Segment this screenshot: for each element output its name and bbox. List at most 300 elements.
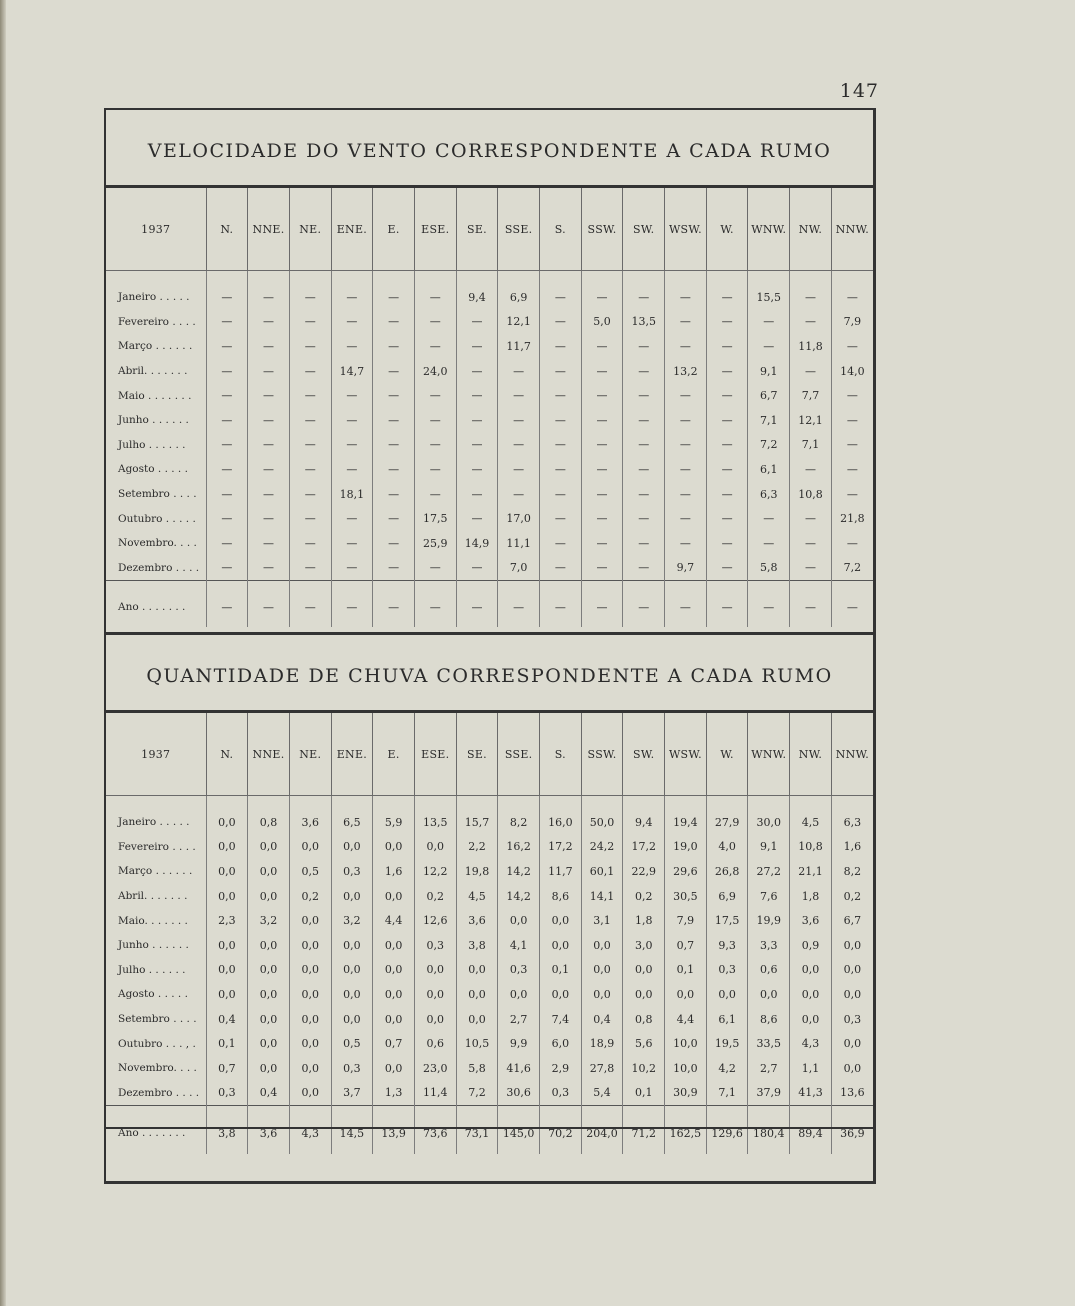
direction-header: E. xyxy=(373,713,415,796)
data-cell: — xyxy=(289,408,331,433)
table-row xyxy=(106,383,873,408)
data-cell: — xyxy=(248,482,290,507)
annual-cell: 36,9 xyxy=(831,1106,873,1155)
data-cell: 0,0 xyxy=(248,859,290,884)
direction-header: NNW. xyxy=(831,188,873,271)
data-cell: 2,7 xyxy=(748,1056,790,1081)
data-cell: — xyxy=(248,531,290,556)
data-cell: — xyxy=(331,457,373,482)
data-cell: 8,6 xyxy=(748,1007,790,1032)
bottom-rule xyxy=(106,1127,873,1129)
direction-header: NNE. xyxy=(248,188,290,271)
data-cell: 0,3 xyxy=(831,1007,873,1032)
table-row xyxy=(106,457,873,482)
direction-header: SSW. xyxy=(581,188,623,271)
data-cell: — xyxy=(414,556,456,581)
data-cell: 7,2 xyxy=(456,1081,498,1106)
data-cell: 0,8 xyxy=(623,1007,665,1032)
data-cell: 0,0 xyxy=(373,884,415,909)
data-cell: — xyxy=(456,457,498,482)
data-cell: — xyxy=(373,359,415,384)
data-cell: 0,0 xyxy=(456,1007,498,1032)
data-cell: 0,7 xyxy=(665,933,707,958)
data-cell: — xyxy=(331,408,373,433)
annual-cell: — xyxy=(665,581,707,628)
data-cell: 0,0 xyxy=(206,958,248,983)
data-cell: — xyxy=(665,383,707,408)
direction-header: E. xyxy=(373,188,415,271)
data-cell: — xyxy=(248,310,290,335)
table-row xyxy=(106,531,873,556)
month-label: Novembro. . . . xyxy=(118,537,197,550)
month-label: Setembro . . . . xyxy=(118,1013,197,1026)
data-cell: — xyxy=(581,531,623,556)
data-cell: 0,7 xyxy=(206,1056,248,1081)
annual-cell: 14,5 xyxy=(331,1106,373,1155)
data-cell: 0,0 xyxy=(790,958,832,983)
direction-header: W. xyxy=(706,713,748,796)
data-cell: 4,4 xyxy=(373,908,415,933)
data-cell: — xyxy=(540,506,582,531)
data-cell: — xyxy=(748,506,790,531)
direction-header: NW. xyxy=(790,713,832,796)
data-cell: 17,2 xyxy=(540,835,582,860)
data-cell: 6,3 xyxy=(748,482,790,507)
data-cell: 0,2 xyxy=(831,884,873,909)
data-cell: — xyxy=(790,359,832,384)
annual-cell: — xyxy=(623,581,665,628)
data-cell: 0,0 xyxy=(248,835,290,860)
data-cell: — xyxy=(373,482,415,507)
data-cell: 24,0 xyxy=(414,359,456,384)
direction-header: NNW. xyxy=(831,713,873,796)
data-cell: — xyxy=(831,482,873,507)
data-cell: 0,1 xyxy=(540,958,582,983)
data-cell: 0,4 xyxy=(581,1007,623,1032)
data-cell: 1,8 xyxy=(790,884,832,909)
data-cell: — xyxy=(581,482,623,507)
data-cell: — xyxy=(373,506,415,531)
data-cell: 0,5 xyxy=(289,859,331,884)
table-row xyxy=(106,908,873,933)
data-cell: 0,0 xyxy=(581,933,623,958)
table-row xyxy=(106,958,873,983)
annual-cell: — xyxy=(289,581,331,628)
wind-body xyxy=(106,271,873,628)
data-cell: 27,2 xyxy=(748,859,790,884)
direction-header: SW. xyxy=(623,188,665,271)
data-cell: — xyxy=(456,556,498,581)
data-cell: — xyxy=(581,334,623,359)
annual-cell: 204,0 xyxy=(581,1106,623,1155)
data-cell: — xyxy=(665,271,707,310)
data-cell: 14,9 xyxy=(456,531,498,556)
annual-cell: — xyxy=(498,581,540,628)
data-cell: — xyxy=(248,383,290,408)
data-cell: 0,2 xyxy=(289,884,331,909)
data-cell: 0,0 xyxy=(289,982,331,1007)
data-cell: — xyxy=(331,334,373,359)
data-cell: 22,9 xyxy=(623,859,665,884)
data-cell: — xyxy=(706,531,748,556)
month-label: Agosto . . . . . xyxy=(118,463,188,476)
data-cell: — xyxy=(331,433,373,458)
data-cell: — xyxy=(373,457,415,482)
data-cell: — xyxy=(790,457,832,482)
data-cell: — xyxy=(206,556,248,581)
annual-cell: — xyxy=(706,581,748,628)
month-label: Abril. . . . . . . xyxy=(118,890,188,903)
data-cell: — xyxy=(831,433,873,458)
data-cell: — xyxy=(706,359,748,384)
data-cell: — xyxy=(331,556,373,581)
data-cell: — xyxy=(456,408,498,433)
direction-header: SSW. xyxy=(581,713,623,796)
data-cell: — xyxy=(623,271,665,310)
table-row xyxy=(106,1081,873,1106)
data-cell: — xyxy=(623,408,665,433)
data-cell: 3,2 xyxy=(248,908,290,933)
data-cell: 27,8 xyxy=(581,1056,623,1081)
data-cell: 14,2 xyxy=(498,884,540,909)
data-cell: — xyxy=(706,334,748,359)
month-label: Março . . . . . . xyxy=(118,340,193,353)
data-cell: 0,0 xyxy=(456,958,498,983)
data-cell: 17,0 xyxy=(498,506,540,531)
data-cell: — xyxy=(248,271,290,310)
data-cell: 0,0 xyxy=(248,884,290,909)
data-cell: 0,0 xyxy=(706,982,748,1007)
data-cell: 41,6 xyxy=(498,1056,540,1081)
data-cell: — xyxy=(373,556,415,581)
data-cell: — xyxy=(331,531,373,556)
data-cell: — xyxy=(414,408,456,433)
table-row xyxy=(106,1007,873,1032)
data-cell: — xyxy=(289,271,331,310)
data-cell: — xyxy=(373,310,415,335)
data-cell: 7,2 xyxy=(831,556,873,581)
data-cell: — xyxy=(665,310,707,335)
data-cell: 7,4 xyxy=(540,1007,582,1032)
data-cell: — xyxy=(581,383,623,408)
data-cell: 15,7 xyxy=(456,796,498,835)
data-cell: 25,9 xyxy=(414,531,456,556)
data-cell: 0,0 xyxy=(331,982,373,1007)
data-cell: 0,0 xyxy=(206,796,248,835)
table-row xyxy=(106,359,873,384)
direction-header: ESE. xyxy=(414,188,456,271)
data-cell: — xyxy=(331,383,373,408)
annual-cell: — xyxy=(248,581,290,628)
data-cell: 11,7 xyxy=(540,859,582,884)
data-cell: — xyxy=(414,433,456,458)
data-cell: 17,2 xyxy=(623,835,665,860)
data-cell: — xyxy=(289,359,331,384)
table-row xyxy=(106,884,873,909)
data-cell: — xyxy=(373,408,415,433)
wind-header-row xyxy=(106,188,873,271)
data-cell: — xyxy=(206,359,248,384)
data-cell: — xyxy=(623,359,665,384)
data-cell: — xyxy=(831,457,873,482)
data-cell: 0,0 xyxy=(289,1081,331,1106)
data-cell: 21,8 xyxy=(831,506,873,531)
data-cell: 5,8 xyxy=(748,556,790,581)
data-cell: 0,0 xyxy=(790,1007,832,1032)
data-cell: 0,0 xyxy=(331,933,373,958)
data-cell: — xyxy=(706,383,748,408)
data-cell: — xyxy=(331,506,373,531)
table-row xyxy=(106,433,873,458)
table-row xyxy=(106,408,873,433)
direction-header: WSW. xyxy=(665,713,707,796)
table-row xyxy=(106,556,873,581)
data-cell: 0,0 xyxy=(206,982,248,1007)
data-cell: 0,3 xyxy=(331,859,373,884)
data-cell: 0,2 xyxy=(414,884,456,909)
data-cell: — xyxy=(289,457,331,482)
annual-cell: 3,6 xyxy=(248,1106,290,1155)
data-cell: — xyxy=(289,334,331,359)
data-cell: — xyxy=(706,271,748,310)
data-cell: 1,1 xyxy=(790,1056,832,1081)
data-cell: 8,2 xyxy=(831,859,873,884)
data-cell: 17,5 xyxy=(414,506,456,531)
data-cell: 21,1 xyxy=(790,859,832,884)
data-cell: — xyxy=(706,433,748,458)
table-row xyxy=(106,982,873,1007)
data-cell: — xyxy=(706,506,748,531)
data-cell: 30,5 xyxy=(665,884,707,909)
data-cell: 0,1 xyxy=(206,1031,248,1056)
data-cell: 7,1 xyxy=(748,408,790,433)
direction-header: W. xyxy=(706,188,748,271)
data-cell: — xyxy=(790,310,832,335)
data-cell: 0,0 xyxy=(540,933,582,958)
data-cell: — xyxy=(498,408,540,433)
month-label: Agosto . . . . . xyxy=(118,988,188,1001)
data-cell: 0,0 xyxy=(540,908,582,933)
data-cell: 0,0 xyxy=(831,1031,873,1056)
month-label: Julho . . . . . . xyxy=(118,963,186,976)
data-cell: — xyxy=(289,556,331,581)
direction-header: SE. xyxy=(456,713,498,796)
data-cell: — xyxy=(790,506,832,531)
data-cell: 9,4 xyxy=(456,271,498,310)
annual-cell: 89,4 xyxy=(790,1106,832,1155)
month-label: Janeiro . . . . . xyxy=(118,816,190,829)
direction-header: ESE. xyxy=(414,713,456,796)
data-cell: — xyxy=(623,506,665,531)
data-cell: 10,8 xyxy=(790,835,832,860)
data-cell: — xyxy=(706,457,748,482)
direction-header: NW. xyxy=(790,188,832,271)
annual-cell: 145,0 xyxy=(498,1106,540,1155)
data-cell: 33,5 xyxy=(748,1031,790,1056)
data-cell: 4,2 xyxy=(706,1056,748,1081)
data-cell: 30,9 xyxy=(665,1081,707,1106)
data-cell: 0,0 xyxy=(373,982,415,1007)
data-cell: — xyxy=(790,556,832,581)
data-cell: — xyxy=(373,271,415,310)
data-cell: 5,9 xyxy=(373,796,415,835)
data-cell: 2,7 xyxy=(498,1007,540,1032)
data-cell: — xyxy=(831,334,873,359)
data-cell: 14,2 xyxy=(498,859,540,884)
month-label: Dezembro . . . . xyxy=(118,561,200,574)
data-cell: 0,0 xyxy=(581,958,623,983)
data-cell: — xyxy=(540,334,582,359)
page-number: 147 xyxy=(839,80,879,102)
data-cell: — xyxy=(831,531,873,556)
data-cell: — xyxy=(248,506,290,531)
data-cell: — xyxy=(706,482,748,507)
annual-cell: 73,1 xyxy=(456,1106,498,1155)
data-cell: — xyxy=(540,531,582,556)
month-label: Junho . . . . . . xyxy=(118,414,189,427)
data-cell: 0,0 xyxy=(414,1007,456,1032)
direction-header: S. xyxy=(540,188,582,271)
data-cell: — xyxy=(373,531,415,556)
direction-header: ENE. xyxy=(331,713,373,796)
data-cell: 0,0 xyxy=(289,1007,331,1032)
direction-header: N. xyxy=(206,188,248,271)
data-cell: 29,6 xyxy=(665,859,707,884)
data-cell: 0,0 xyxy=(206,884,248,909)
data-cell: — xyxy=(206,457,248,482)
data-cell: 0,0 xyxy=(248,1031,290,1056)
data-cell: 13,5 xyxy=(623,310,665,335)
data-cell: — xyxy=(665,433,707,458)
data-cell: 0,1 xyxy=(623,1081,665,1106)
table-row xyxy=(106,835,873,860)
data-cell: 3,6 xyxy=(456,908,498,933)
page-edge xyxy=(0,0,6,1306)
data-cell: 0,4 xyxy=(206,1007,248,1032)
data-cell: 60,1 xyxy=(581,859,623,884)
data-cell: 7,0 xyxy=(498,556,540,581)
data-cell: — xyxy=(540,408,582,433)
data-cell: 14,1 xyxy=(581,884,623,909)
rain-title: QUANTIDADE DE CHUVA CORRESPONDENTE A CADA RUMO xyxy=(106,635,873,713)
data-cell: 0,0 xyxy=(331,1007,373,1032)
data-cell: 0,3 xyxy=(206,1081,248,1106)
data-cell: 10,8 xyxy=(790,482,832,507)
annual-cell: 73,6 xyxy=(414,1106,456,1155)
data-cell: — xyxy=(581,408,623,433)
annual-cell: 180,4 xyxy=(748,1106,790,1155)
direction-header: N. xyxy=(206,713,248,796)
data-cell: 0,0 xyxy=(414,958,456,983)
data-cell: — xyxy=(540,310,582,335)
data-cell: — xyxy=(206,408,248,433)
data-cell: 9,7 xyxy=(665,556,707,581)
data-cell: — xyxy=(206,433,248,458)
data-cell: — xyxy=(665,531,707,556)
data-cell: 0,0 xyxy=(623,958,665,983)
data-cell: — xyxy=(706,310,748,335)
data-cell: 19,0 xyxy=(665,835,707,860)
data-cell: 13,5 xyxy=(414,796,456,835)
data-cell: 12,6 xyxy=(414,908,456,933)
data-cell: — xyxy=(623,556,665,581)
data-cell: 0,0 xyxy=(373,1056,415,1081)
data-cell: 5,0 xyxy=(581,310,623,335)
data-cell: 0,0 xyxy=(831,982,873,1007)
data-cell: — xyxy=(248,433,290,458)
data-cell: 7,7 xyxy=(790,383,832,408)
data-cell: 0,0 xyxy=(248,1007,290,1032)
data-cell: 9,1 xyxy=(748,359,790,384)
data-cell: — xyxy=(414,334,456,359)
data-cell: — xyxy=(414,482,456,507)
data-cell: — xyxy=(540,482,582,507)
data-cell: 15,5 xyxy=(748,271,790,310)
data-cell: — xyxy=(456,359,498,384)
data-cell: — xyxy=(248,408,290,433)
month-label: Setembro . . . . xyxy=(118,488,197,501)
month-label: Janeiro . . . . . xyxy=(118,291,190,304)
data-cell: 37,9 xyxy=(748,1081,790,1106)
data-cell: 0,0 xyxy=(831,958,873,983)
direction-header: SW. xyxy=(623,713,665,796)
data-cell: 10,5 xyxy=(456,1031,498,1056)
annual-cell: — xyxy=(790,581,832,628)
data-cell: 2,2 xyxy=(456,835,498,860)
data-cell: 5,8 xyxy=(456,1056,498,1081)
data-cell: — xyxy=(414,383,456,408)
data-cell: 0,0 xyxy=(414,835,456,860)
annual-cell: 162,5 xyxy=(665,1106,707,1155)
data-cell: — xyxy=(623,482,665,507)
rain-table xyxy=(106,713,873,1154)
annual-cell: — xyxy=(206,581,248,628)
data-cell: 0,0 xyxy=(623,982,665,1007)
data-cell: 4,0 xyxy=(706,835,748,860)
data-cell: 6,9 xyxy=(498,271,540,310)
data-cell: 0,0 xyxy=(289,1056,331,1081)
direction-header: NE. xyxy=(289,188,331,271)
data-cell: — xyxy=(665,457,707,482)
month-label: Fevereiro . . . . xyxy=(118,840,196,853)
data-cell: — xyxy=(706,408,748,433)
data-cell: 4,4 xyxy=(665,1007,707,1032)
data-cell: — xyxy=(623,457,665,482)
data-cell: — xyxy=(665,506,707,531)
data-cell: 0,0 xyxy=(498,982,540,1007)
data-cell: 10,0 xyxy=(665,1056,707,1081)
month-label: Maio . . . . . . . xyxy=(118,389,192,402)
wind-title: VELOCIDADE DO VENTO CORRESPONDENTE A CADA RUMO xyxy=(106,110,873,188)
annual-cell: — xyxy=(581,581,623,628)
data-cell: 1,6 xyxy=(373,859,415,884)
data-cell: 0,0 xyxy=(790,982,832,1007)
table-row xyxy=(106,933,873,958)
data-cell: 7,6 xyxy=(748,884,790,909)
annual-label: Ano . . . . . . . xyxy=(106,1106,206,1155)
data-cell: 6,3 xyxy=(831,796,873,835)
data-cell: 18,9 xyxy=(581,1031,623,1056)
table-row xyxy=(106,334,873,359)
data-cell: — xyxy=(540,383,582,408)
annual-cell: 70,2 xyxy=(540,1106,582,1155)
data-cell: — xyxy=(206,334,248,359)
data-cell: — xyxy=(414,310,456,335)
data-cell: 14,0 xyxy=(831,359,873,384)
month-label: Maio. . . . . . . xyxy=(118,914,188,927)
data-cell: — xyxy=(373,433,415,458)
data-cell: 5,6 xyxy=(623,1031,665,1056)
